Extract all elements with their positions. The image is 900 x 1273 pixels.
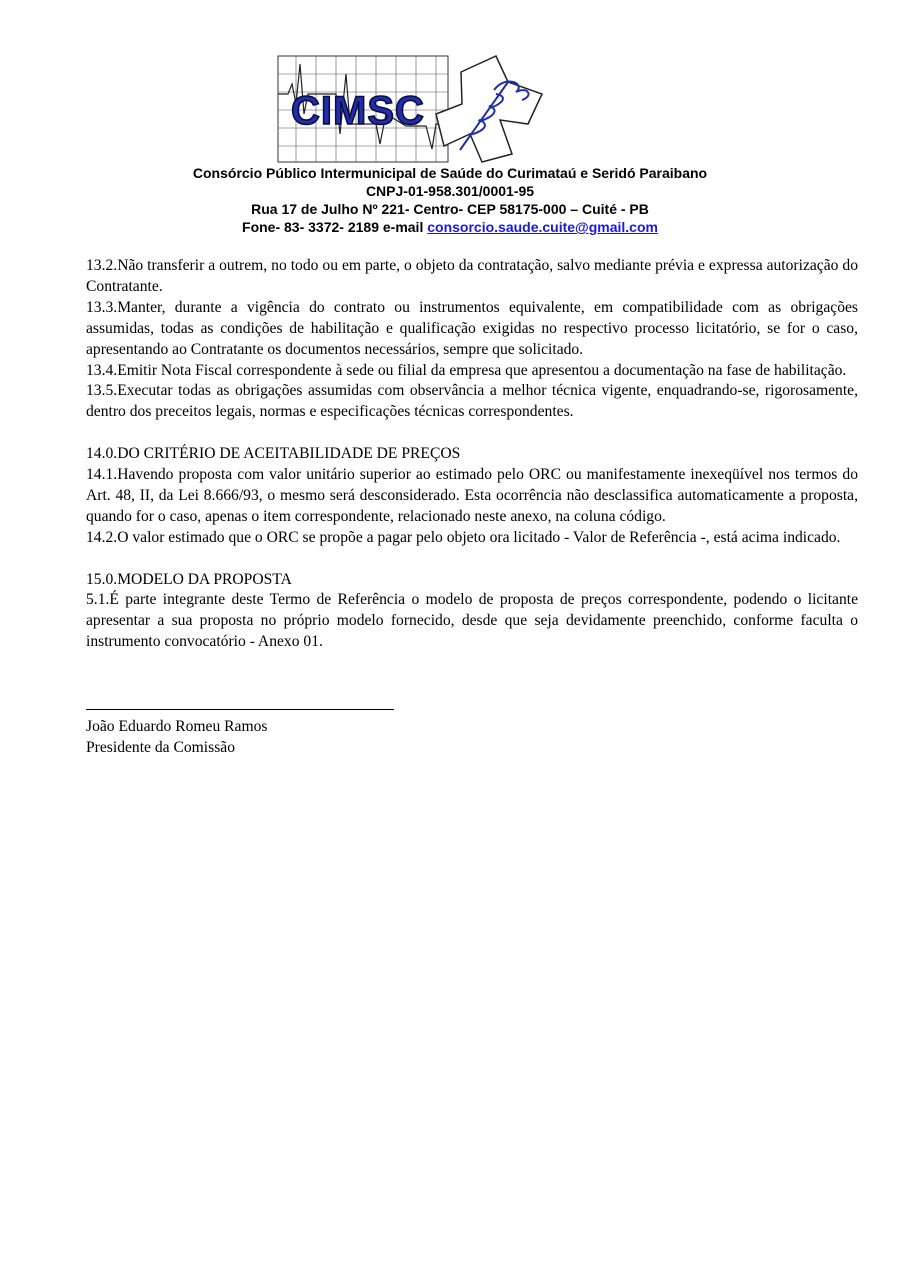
address: Rua 17 de Julho Nº 221- Centro- CEP 58175-000 – Cuité - PB [251, 201, 649, 217]
signatory-title: Presidente da Comissão [86, 739, 235, 757]
clause-13-2: 13.2.Não transferir a outrem, no todo ou em parte, o objeto da contratação, salvo mediante prévia e expressa autorização do Contratante. [86, 257, 858, 295]
email-link[interactable]: consorcio.saude.cuite@gmail.com [427, 219, 658, 235]
clause-14-1: 14.1.Havendo proposta com valor unitário superior ao estimado pelo ORC ou manifestamente inexeqüível nos termos do Art. 48, II, da Lei 8.666/93, o mesmo será desconsiderado. Esta ocorrência não desclassifica automaticamente a proposta, quando for o caso, apenas o item correspondente, relacionado neste anexo, na coluna código. [86, 466, 858, 525]
clause-13-3: 13.3.Manter, durante a vigência do contrato ou instrumentos equivalente, em compatibilidade com as obrigações assumidas, todas as condições de habilitação e qualificação exigidas no respectivo processo licitatório, se for o caso, apresentando ao Contratante os documentos necessários, sempre que solicitado. [86, 298, 858, 358]
logo-text: CIMSC [291, 89, 425, 133]
clause-13-5: 13.5.Executar todas as obrigações assumidas com observância a melhor técnica vigente, enquadrando-se, rigorosamente, dentro dos preceitos legais, normas e especificações técnicas correspondentes. [86, 382, 858, 421]
organization-name: Consórcio Público Intermunicipal de Saúde do Curimataú e Seridó Paraibano [192, 165, 708, 181]
document-body [86, 256, 858, 759]
section-heading-15: 15.0.MODELO DA PROPOSTA [86, 570, 292, 588]
contact-line [0, 218, 900, 236]
clause-14-2: 14.2.O valor estimado que o ORC se propõe a pagar pelo objeto ora licitado - Valor de Referência -, está acima indicado. [86, 528, 841, 546]
section-heading-14: 14.0.DO CRITÉRIO DE ACEITABILIDADE DE PREÇOS [86, 445, 461, 463]
phone-label: Fone- 83- 3372- 2189 e-mail [242, 219, 428, 235]
clause-13-4: 13.4.Emitir Nota Fiscal correspondente à sede ou filial da empresa que apresentou a documentação na fase de habilitação. [86, 361, 847, 379]
signature-line [86, 709, 394, 710]
letterhead [0, 164, 900, 236]
clause-5-1: 5.1.É parte integrante deste Termo de Referência o modelo de proposta de preços correspondente, podendo o licitante apresentar a sua proposta no próprio modelo fornecido, desde que seja devidamente preenchido, conforme faculta o instrumento convocatório - Anexo 01. [86, 591, 858, 651]
cimsc-logo [276, 54, 544, 164]
signatory-name: João Eduardo Romeu Ramos [86, 718, 268, 736]
cnpj: CNPJ-01-958.301/0001-95 [365, 183, 535, 199]
